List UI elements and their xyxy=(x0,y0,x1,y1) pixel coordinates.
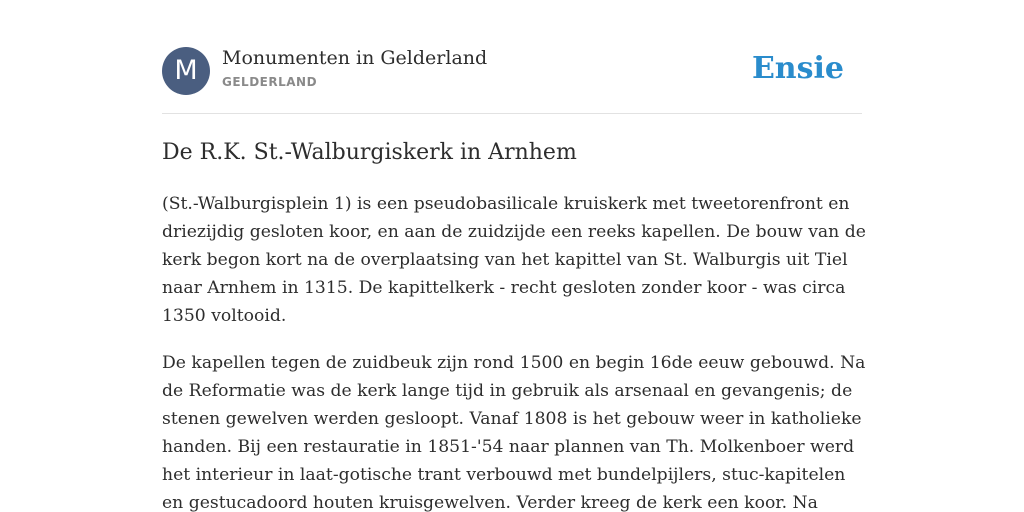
site-title[interactable]: Monumenten in Gelderland xyxy=(222,47,488,69)
article-paragraph: (St.-Walburgisplein 1) is een pseudobasilicale kruiskerk met tweetorenfront en driezijdig gesloten koor, en aan de zuidzijde een reeks kapellen. De bouw van de kerk begon kort na de overplaatsing van het kapittel van St. Walburgis uit Tiel naar Arnhem in 1315. De kapittelkerk - recht gesloten zonder koor - was circa 1350 voltooid. xyxy=(162,194,866,326)
site-header xyxy=(162,46,862,96)
brand-logo[interactable]: Ensie xyxy=(751,51,844,86)
header-divider xyxy=(162,113,862,114)
site-subtitle[interactable]: GELDERLAND xyxy=(222,75,318,89)
article-title: De R.K. St.-Walburgiskerk in Arnhem xyxy=(162,140,577,165)
article-body xyxy=(162,190,867,512)
avatar[interactable]: M xyxy=(162,47,210,95)
article-paragraph: De kapellen tegen de zuidbeuk zijn rond 1500 en begin 16de eeuw gebouwd. Na de Reformatie was de kerk lange tijd in gebruik als arsenaal en gevangenis; de stenen gewelven werden gesloopt. Vanaf 1808 is het gebouw weer in katholieke handen. Bij een restauratie in 1851-'54 naar plannen van Th. Molkenboer werd het interieur in laat-gotische trant verbouwd met bundelpijlers, stuc-kapitelen en gestucadoord houten kruisgewelven. Verder kreeg de kerk een koor. Na xyxy=(162,353,866,512)
